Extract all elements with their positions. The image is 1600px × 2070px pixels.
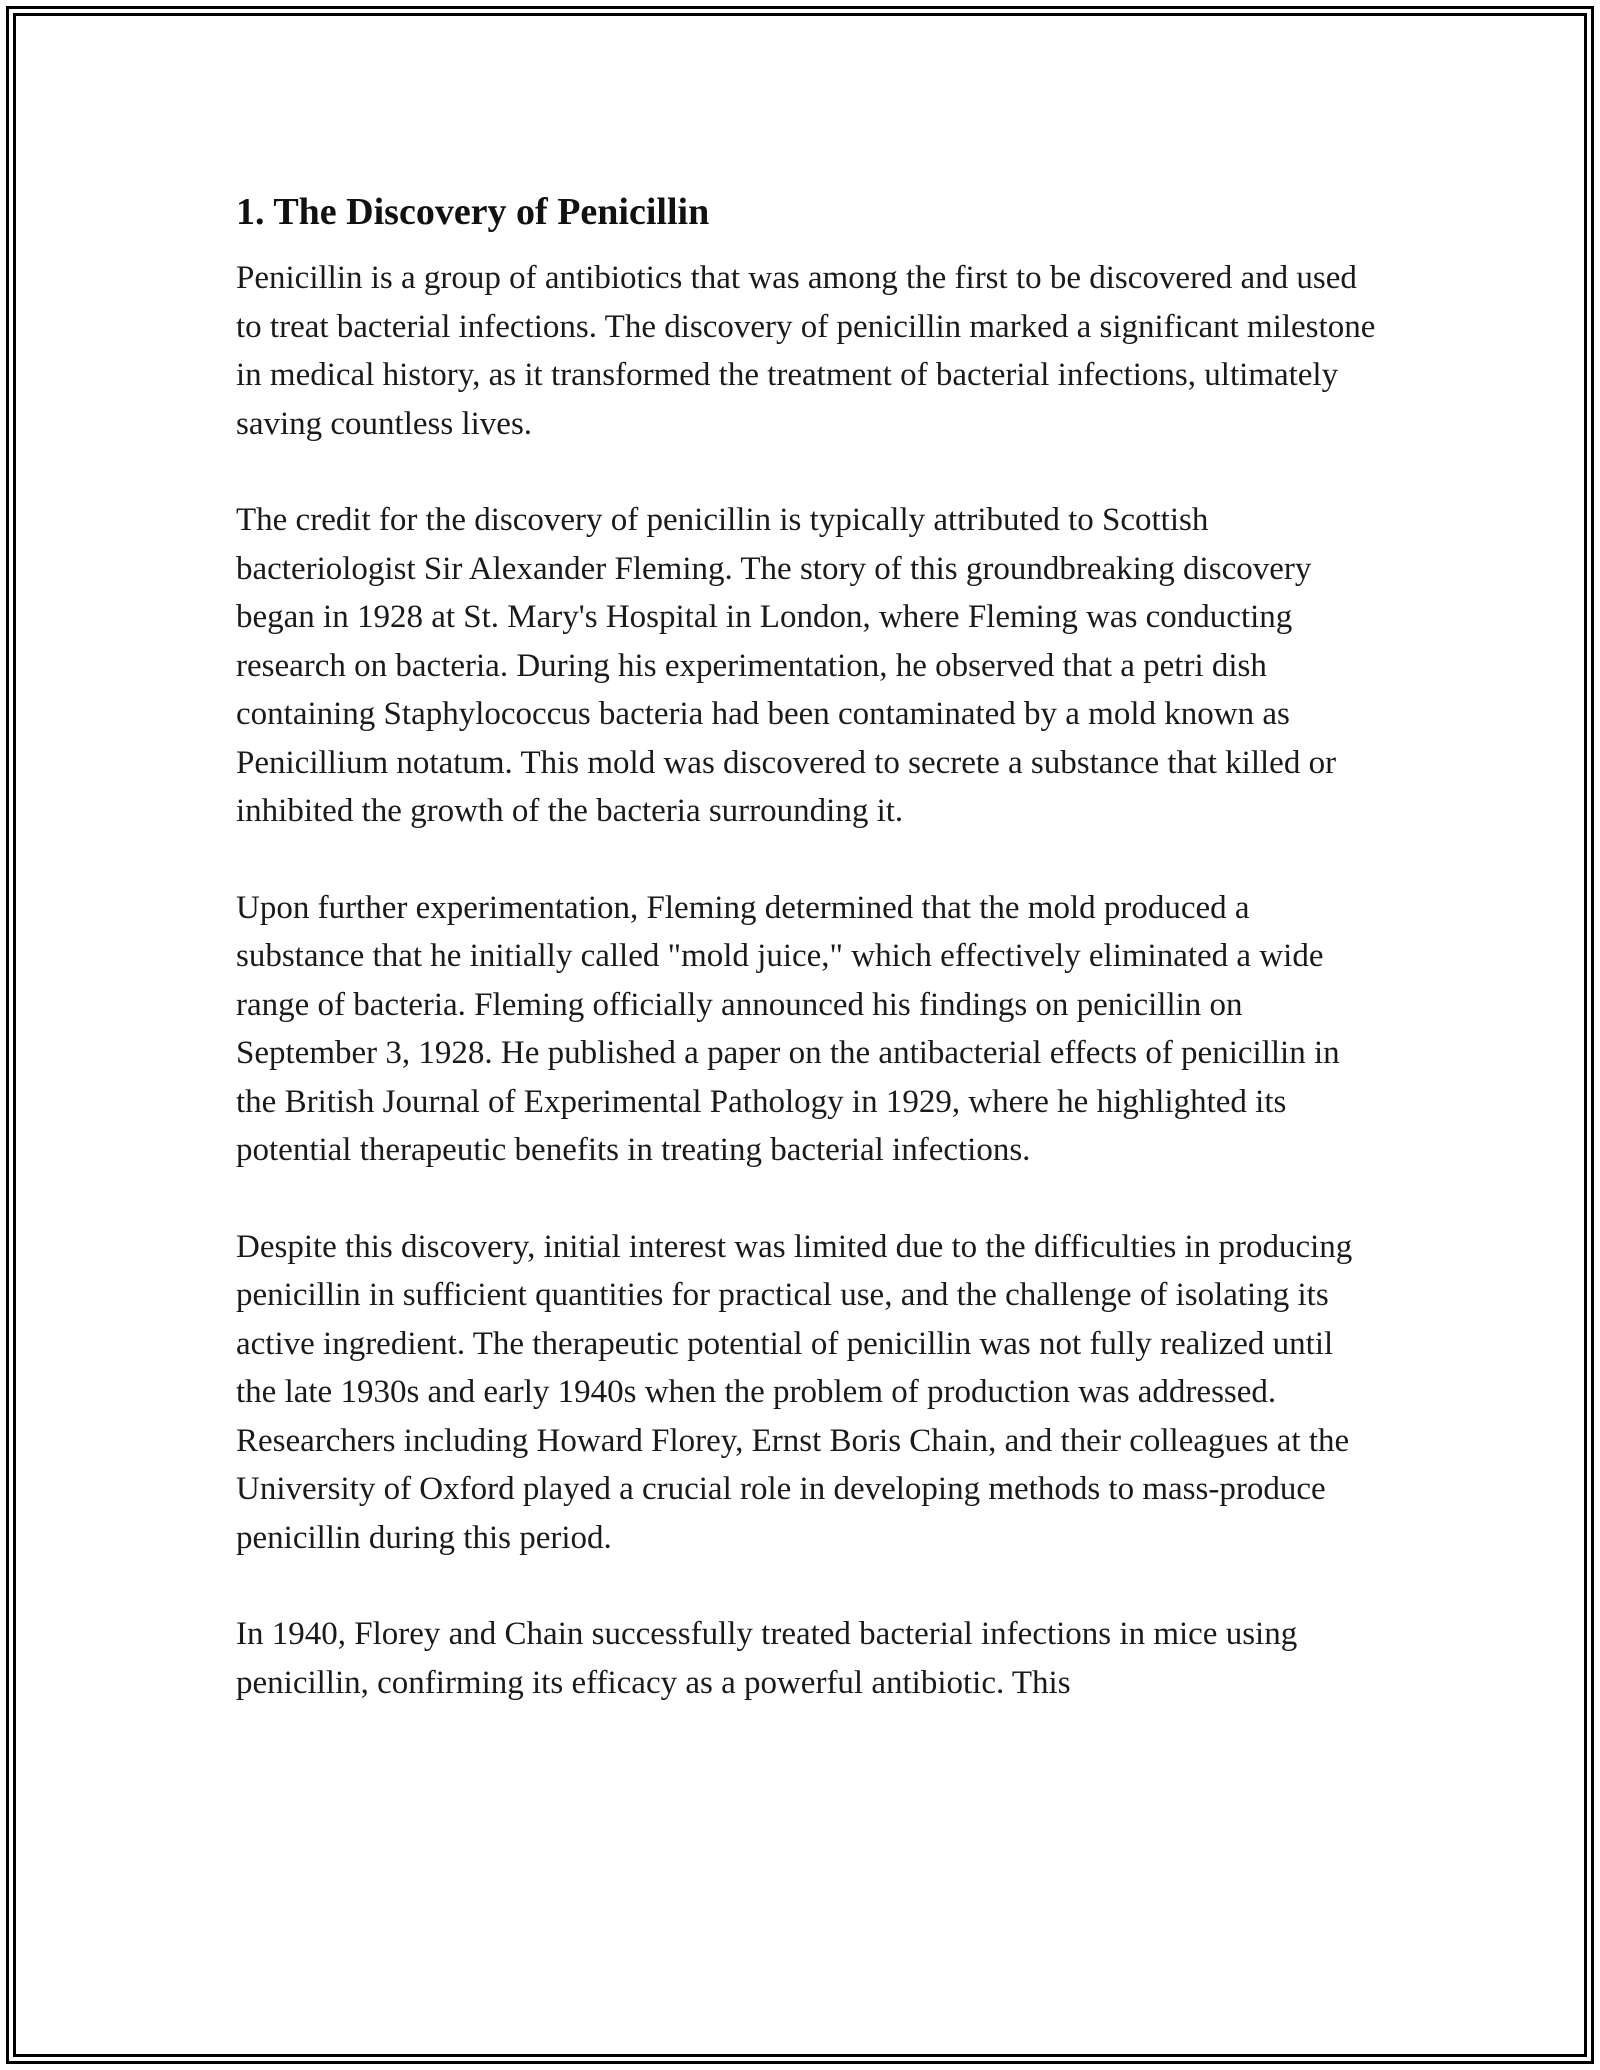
paragraph-mold-juice: Upon further experimentation, Fleming determined that the mold produced a substance that he initially called "mold juice," which effectively eliminated a wide range of bacteria. Fleming officially announced his findings on penicillin on September 3, 1928. He published a paper on the antibacterial effects of penicillin in the British Journal of Experimental Pathology in 1929, where he highlighted its potential therapeutic benefits in treating bacterial infections. (236, 889, 1340, 1168)
document-body (236, 188, 1376, 1755)
paragraph-intro: Penicillin is a group of antibiotics that was among the first to be discovered and used to treat bacterial infections. The discovery of penicillin marked a significant milestone in medical history, as it transformed the treatment of bacterial infections, ultimately saving countless lives. (236, 260, 1376, 442)
paragraph-fleming-credit: The credit for the discovery of penicillin is typically attributed to Scottish bacteriologist Sir Alexander Fleming. The story of this groundbreaking discovery began in 1928 at St. Mary's Hospital in London, where Fleming was conducting research on bacteria. During his experimentation, he observed that a petri dish containing Staphylococcus bacteria had been contaminated by a mold known as Penicillium notatum. This mold was discovered to secrete a substance that killed or inhibited the growth of the bacteria surrounding it. (236, 502, 1337, 829)
section-heading: 1. The Discovery of Penicillin (236, 191, 710, 233)
paragraph-production-challenges: Despite this discovery, initial interest was limited due to the difficulties in producing penicillin in sufficient quantities for practical use, and the challenge of isolating its active ingredient. The therapeutic potential of penicillin was not fully realized until the late 1930s and early 1940s when the problem of production was addressed. Researchers including Howard Florey, Ernst Boris Chain, and their colleagues at the University of Oxford played a crucial role in developing methods to mass-produce penicillin during this period. (236, 1228, 1353, 1556)
paragraph-florey-chain: In 1940, Florey and Chain successfully treated bacterial infections in mice using penicillin, confirming its efficacy as a powerful antibiotic. This (236, 1616, 1298, 1701)
